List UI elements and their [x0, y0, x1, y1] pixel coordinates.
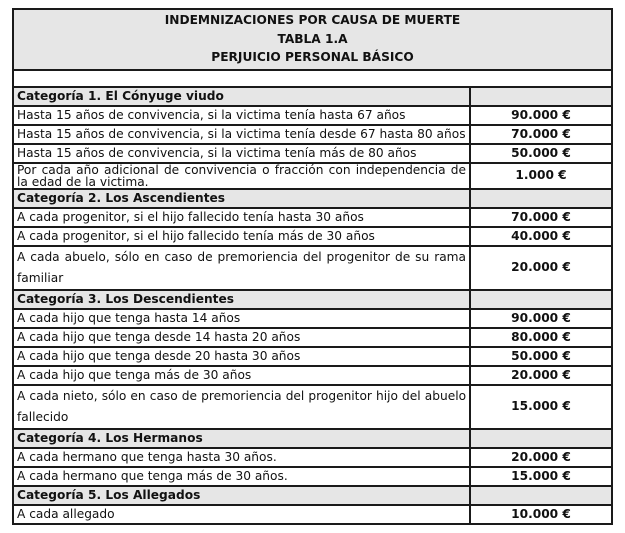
row-amount: 15.000 €: [470, 467, 612, 486]
category-value-empty: [470, 290, 612, 309]
row-amount: 90.000 €: [470, 309, 612, 328]
row-amount: 20.000 €: [470, 366, 612, 385]
row-amount: 90.000 €: [470, 106, 612, 125]
row-description: A cada nieto, sólo en caso de premoriencia del progenitor hijo del abuelo fallecido: [13, 385, 470, 429]
row-amount: 50.000 €: [470, 347, 612, 366]
table-row: [13, 467, 612, 486]
category-label: Categoría 5. Los Allegados: [13, 486, 470, 505]
row-amount: 10.000 €: [470, 505, 612, 524]
table-row: [13, 144, 612, 163]
row-description: A cada hermano que tenga hasta 30 años.: [13, 448, 470, 467]
row-amount: 20.000 €: [470, 246, 612, 290]
row-description: A cada hijo que tenga más de 30 años: [13, 366, 470, 385]
row-amount: 20.000 €: [470, 448, 612, 467]
spacer-cell: [13, 70, 612, 87]
row-description: A cada hijo que tenga hasta 14 años: [13, 309, 470, 328]
row-description: Hasta 15 años de convivencia, si la victima tenía desde 67 hasta 80 años: [13, 125, 470, 144]
category-value-empty: [470, 429, 612, 448]
compensation-table-container: [12, 8, 613, 525]
category-value-empty: [470, 486, 612, 505]
table-title-row: [13, 9, 612, 70]
table-title: [13, 9, 612, 70]
title-line-1: INDEMNIZACIONES POR CAUSA DE MUERTE: [164, 13, 461, 27]
row-description: Hasta 15 años de convivencia, si la victima tenía hasta 67 años: [13, 106, 470, 125]
row-description: A cada abuelo, sólo en caso de premoriencia del progenitor de su rama familiar: [13, 246, 470, 290]
category-value-empty: [470, 189, 612, 208]
row-amount: 70.000 €: [470, 208, 612, 227]
table-row: [13, 208, 612, 227]
table-row: [13, 347, 612, 366]
table-row: [13, 505, 612, 524]
title-line-3: PERJUICIO PERSONAL BÁSICO: [211, 50, 414, 64]
category-header-row: [13, 87, 612, 106]
table-row: [13, 309, 612, 328]
category-header-row: [13, 290, 612, 309]
table-row: [13, 227, 612, 246]
category-label: Categoría 3. Los Descendientes: [13, 290, 470, 309]
table-row: [13, 448, 612, 467]
row-description: A cada hijo que tenga desde 14 hasta 20 años: [13, 328, 470, 347]
row-description: A cada hijo que tenga desde 20 hasta 30 años: [13, 347, 470, 366]
row-amount: 50.000 €: [470, 144, 612, 163]
spacer-row: [13, 70, 612, 87]
row-amount: 1.000 €: [470, 163, 612, 189]
table-row: [13, 163, 612, 189]
row-description: Hasta 15 años de convivencia, si la victima tenía más de 80 años: [13, 144, 470, 163]
category-header-row: [13, 429, 612, 448]
category-label: Categoría 1. El Cónyuge viudo: [13, 87, 470, 106]
table-row: [13, 366, 612, 385]
table-row: [13, 385, 612, 429]
table-row: [13, 246, 612, 290]
category-label: Categoría 2. Los Ascendientes: [13, 189, 470, 208]
category-header-row: [13, 486, 612, 505]
row-description: A cada hermano que tenga más de 30 años.: [13, 467, 470, 486]
row-description: A cada allegado: [13, 505, 470, 524]
category-header-row: [13, 189, 612, 208]
table-row: [13, 125, 612, 144]
row-amount: 40.000 €: [470, 227, 612, 246]
row-description: A cada progenitor, si el hijo fallecido tenía hasta 30 años: [13, 208, 470, 227]
row-amount: 80.000 €: [470, 328, 612, 347]
row-description: Por cada año adicional de convivencia o fracción con independencia de la edad de la victima.: [13, 163, 470, 189]
table-row: [13, 328, 612, 347]
category-label: Categoría 4. Los Hermanos: [13, 429, 470, 448]
compensation-table: [12, 8, 613, 525]
row-description: A cada progenitor, si el hijo fallecido tenía más de 30 años: [13, 227, 470, 246]
row-amount: 70.000 €: [470, 125, 612, 144]
title-line-2: TABLA 1.A: [277, 31, 348, 46]
row-amount: 15.000 €: [470, 385, 612, 429]
table-row: [13, 106, 612, 125]
category-value-empty: [470, 87, 612, 106]
